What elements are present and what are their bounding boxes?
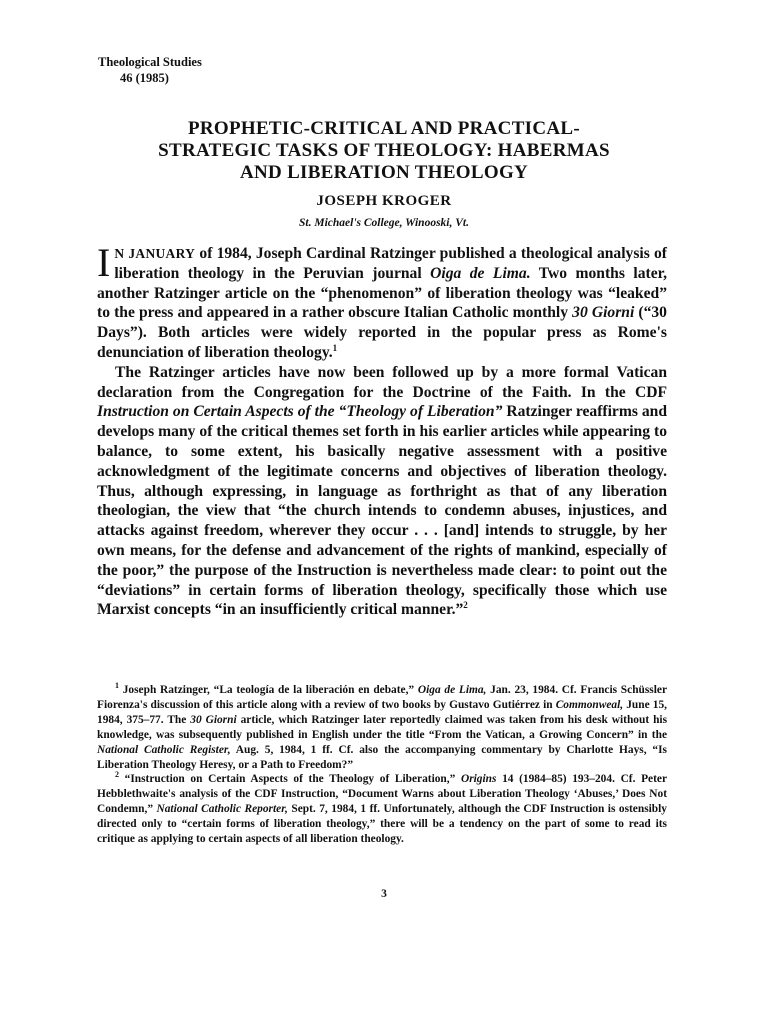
footnotes	[97, 683, 667, 847]
text-run: Ratzinger reaffirms and develops many of the critical themes set forth in his earlier articles while appearing to balance, to some extent, his basically negative assessment with a positive acknowledgment of the legitimate concerns and objectives of liberation theology. Thus, although expressing, in language as forthright as that of any liberation theologian, the view that “the church intends to condemn abuses, injustices, and attacks against freedom, wherever they occur . . . [and] intends to struggle, by her own means, for the defense and advancement of the rights of mankind, especially of the poor,” the purpose of the Instruction is nevertheless made clear: to point out the “deviations” in certain forms of liberation theology, specifically those which use Marxist concepts “in an insufficiently critical manner.”	[97, 403, 668, 619]
footnote-ref-2[interactable]: 2	[463, 600, 468, 611]
drop-cap: I	[97, 240, 111, 285]
text-run: Sept. 7, 1984, 1 ff. Unfortunately, although the CDF Instruction is ostensibly directed only to “certain forms of liberation theology,” there will be a tendency on the part of some to read its critique as applying to certain aspects of all liberation theology.	[97, 803, 667, 846]
text-run: Joseph Ratzinger, “La teología de la liberación en debate,”	[119, 684, 418, 696]
title-line-2: STRATEGIC TASKS OF THEOLOGY: HABERMAS	[158, 140, 610, 161]
journal-header	[98, 54, 202, 86]
title-line-3: AND LIBERATION THEOLOGY	[239, 162, 529, 183]
title-line-1: PROPHETIC-CRITICAL AND PRACTICAL-	[187, 118, 581, 139]
italic-run: National Catholic Reporter,	[156, 803, 288, 816]
footnote-mark-1: 1	[115, 681, 119, 691]
footnote-1	[97, 683, 667, 772]
text-run: of 1984, Joseph Cardinal Ratzinger published a theological analysis of liberation theology in the Peruvian journal	[114, 245, 667, 282]
text-run: Two months later, another Ratzinger article on the “phenomenon” of liberation theology was “leaked” to the press and appeared in a rather obscure Italian Catholic monthly	[97, 264, 667, 322]
article-author: JOSEPH KROGER	[316, 193, 452, 209]
italic-run: Origins	[460, 773, 497, 786]
text-run: Jan. 23, 1984. Cf. Francis Schüssler Fiorenza's discussion of this article along with a review of two books by Gustavo Gutiérrez in	[97, 684, 668, 711]
text-run: “Instruction on Certain Aspects of the Theology of Liberation,”	[119, 773, 461, 786]
text-run: The Ratzinger articles have now been followed up by a more formal Vatican declaration from the Congregation for the Doctrine of the Faith. In the CDF	[97, 363, 667, 401]
text-run: article, which Ratzinger later reportedly claimed was taken from his desk without his knowledge, was subsequently published in English under the title “From the Vatican, a Growing Concern” in the	[97, 713, 667, 741]
italic-run: Oiga de Lima,	[417, 684, 487, 696]
article-body	[97, 240, 668, 620]
author-affiliation: St. Michael's College, Winooski, Vt.	[299, 217, 469, 229]
text-run: (“30 Days”). Both articles were widely reported in the popular press as Rome's denunciation of liberation theology.	[97, 304, 667, 361]
italic-run: Instruction on Certain Aspects of the “Theology of Liberation”	[97, 403, 503, 421]
italic-run: Oiga de Lima.	[430, 264, 531, 282]
opening-small-caps: N JANUARY	[114, 246, 196, 261]
italic-run: Commonweal,	[555, 698, 624, 711]
italic-run: National Catholic Register,	[97, 743, 231, 756]
text-run: 14 (1984–85) 193–204. Cf. Peter Hebblethwaite's analysis of the CDF Instruction, “Document Warns about Liberation Theology ‘Abuses,’ Does Not Condemn,”	[97, 773, 667, 816]
footnote-ref-1[interactable]: 1	[332, 342, 338, 353]
text-run: June 15, 1984, 375–77. The	[97, 698, 668, 726]
italic-run: 30 Giorni	[572, 304, 635, 322]
paragraph-2	[97, 363, 667, 620]
footnote-mark-2: 2	[115, 770, 119, 780]
text-run: Aug. 5, 1984, 1 ff. Cf. also the accompanying commentary by Charlotte Hays, “Is Liberation Theology Heresy, or a Path to Freedom?”	[97, 743, 667, 771]
page-number: 3	[381, 888, 387, 900]
italic-run: 30 Giorni	[190, 713, 237, 726]
journal-name: Theological Studies	[98, 55, 202, 69]
footnote-2	[97, 772, 667, 847]
journal-issue: 46 (1985)	[120, 71, 169, 85]
paragraph-1	[97, 240, 667, 363]
article-title	[60, 118, 708, 184]
